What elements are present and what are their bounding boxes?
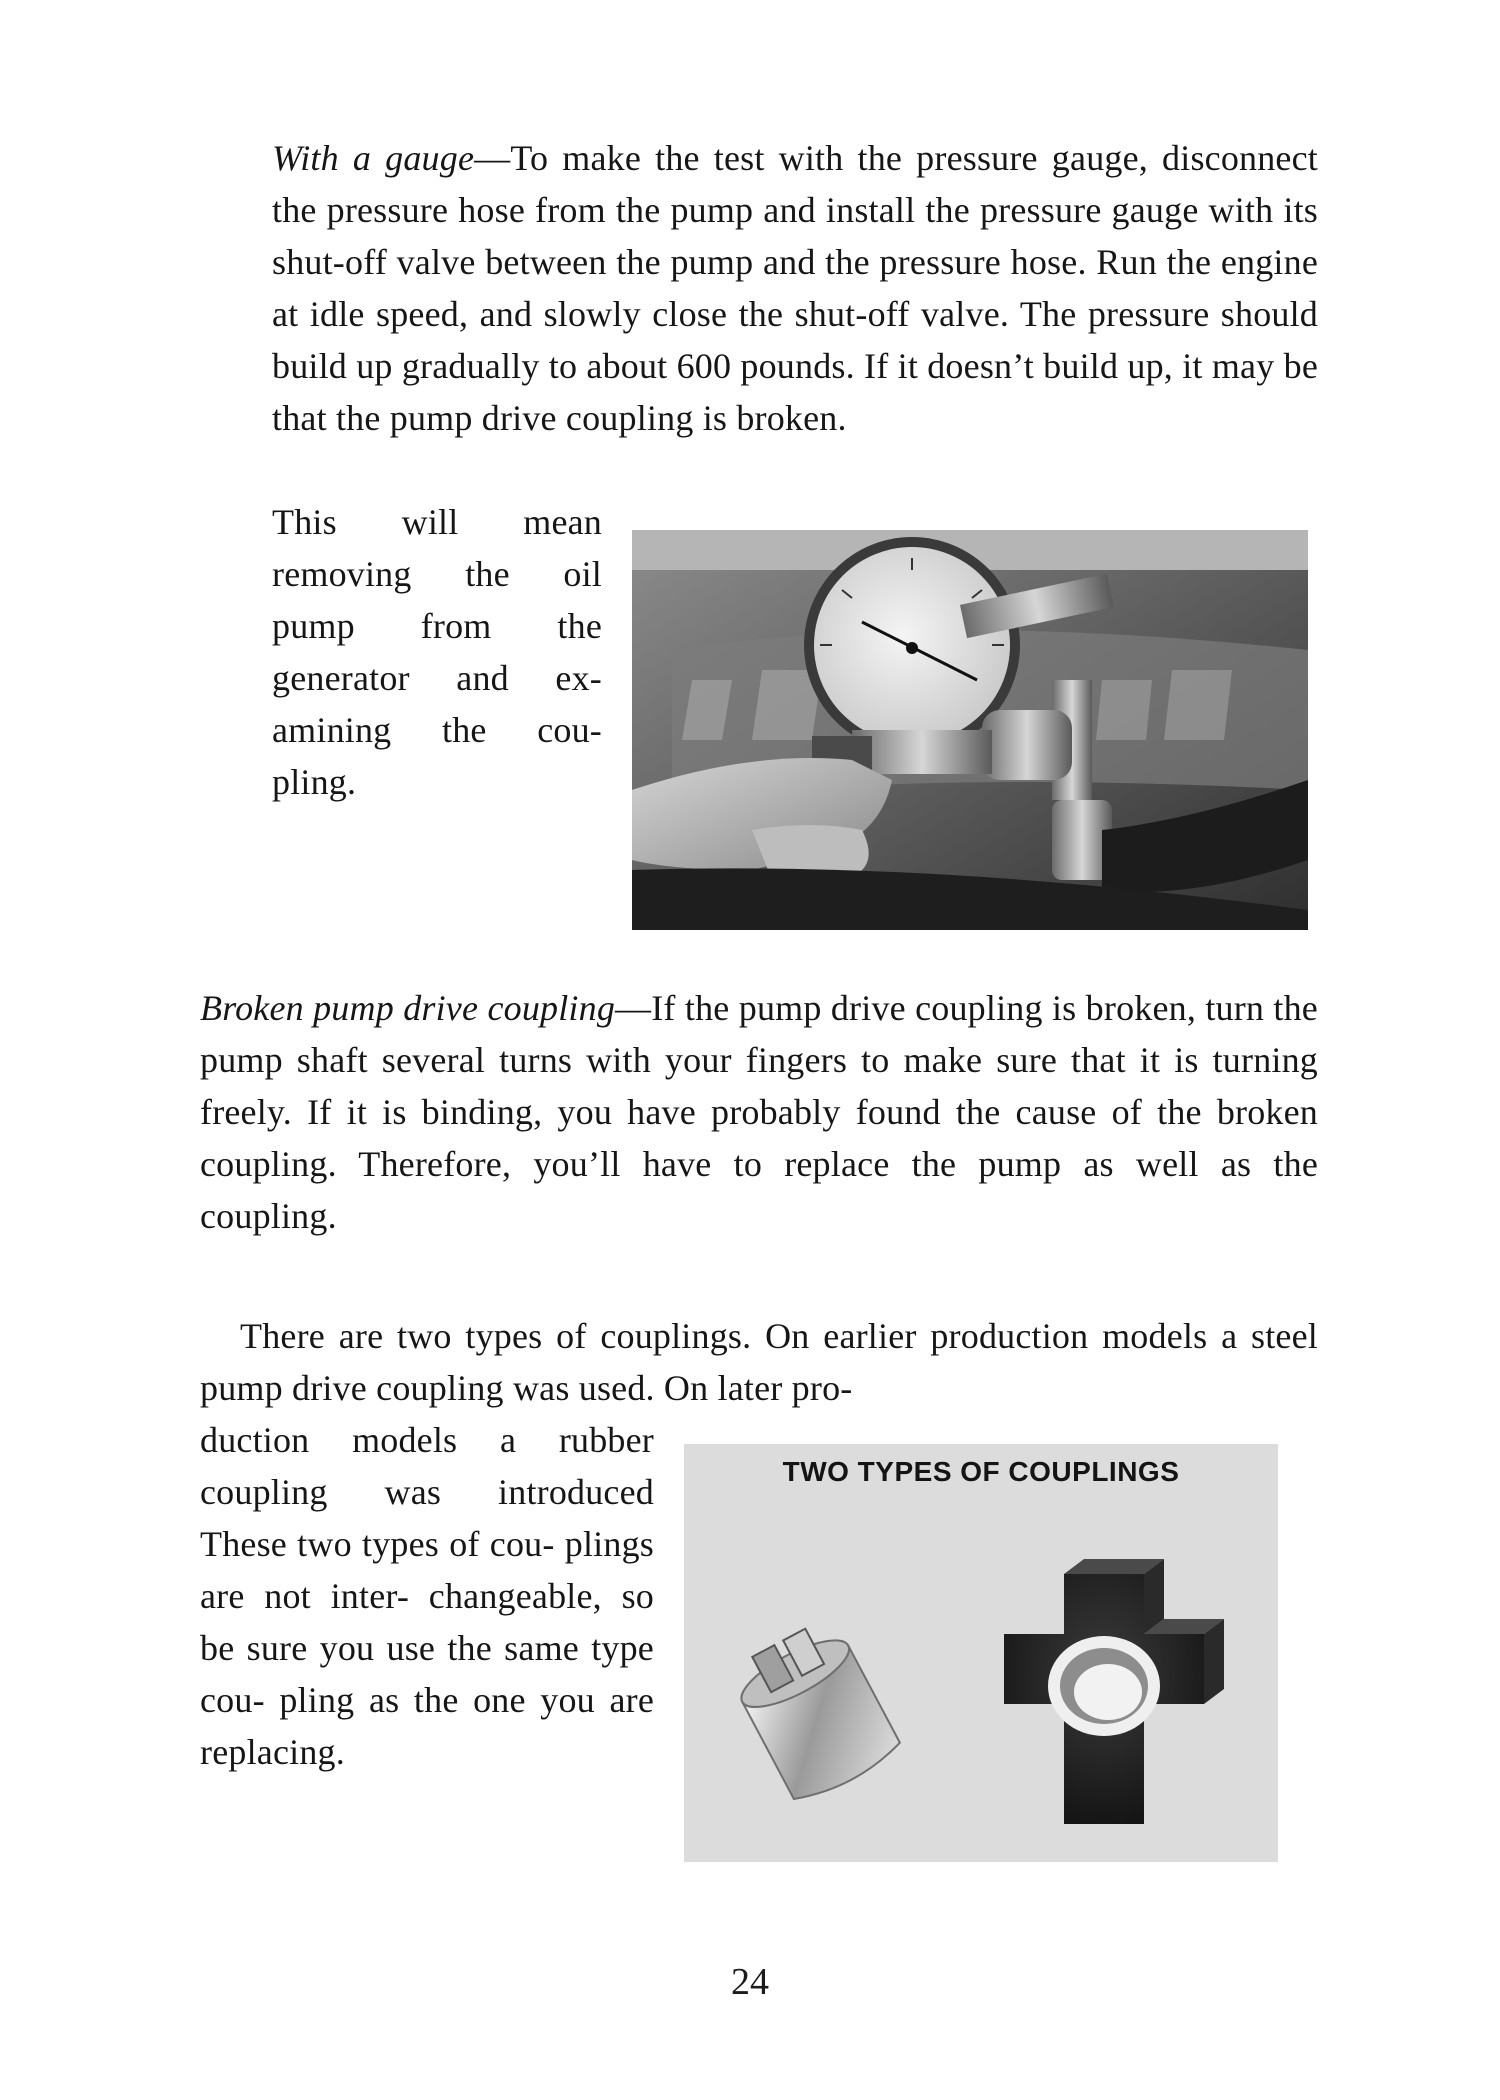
couplings-illustration [684,1444,1278,1862]
pressure-gauge-illustration [632,530,1308,930]
coupling-types-paragraph: There are two types of couplings. On earlier production models a steel pump drive coupling was used. On later pro- [200,1316,1318,1408]
heading-dash: — [615,988,652,1028]
pressure-gauge-paragraph [272,132,1318,444]
pressure-gauge-paragraph-continued: This will mean removing the oil pump from the generator and ex- amining the cou- pling. [272,502,602,802]
paragraph-body: To make the test with the pressure gauge, disconnect the pressure hose from the pump and install the pressure gauge with its shut-off valve between the pump and the pressure hose. Run the engine at idle speed, and slowly close the shut-off valve. The pressure should build up gradually to about 600 pounds. If it doesn’t build up, it may be that the pump drive coupling is broken. [272,138,1318,438]
heading-dash: — [474,138,511,178]
section-heading-broken-coupling: Broken pump drive coupling [200,988,616,1028]
pressure-gauge-photo [632,530,1308,930]
page-number: 24 [731,1961,769,2003]
couplings-figure-title: TWO TYPES OF COUPLINGS [782,1456,1180,1487]
coupling-types-paragraph-continued: duction models a rubber coupling was introduced These two types of cou- plings are not inter- changeable, so be sure you use the same type cou- pling as the one you are replacing. [200,1420,654,1772]
section-heading-with-gauge: With a gauge [272,138,475,178]
paragraph-body: If the pump drive coupling is broken, turn the pump shaft several turns with your fingers to make sure that it is turning freely. If it is binding, you have probably found the cause of the broken coupling. Therefore, you’ll have to replace the pump as well as the coupling. [200,988,1318,1236]
broken-coupling-paragraph [200,982,1318,1242]
couplings-photo [684,1444,1278,1862]
